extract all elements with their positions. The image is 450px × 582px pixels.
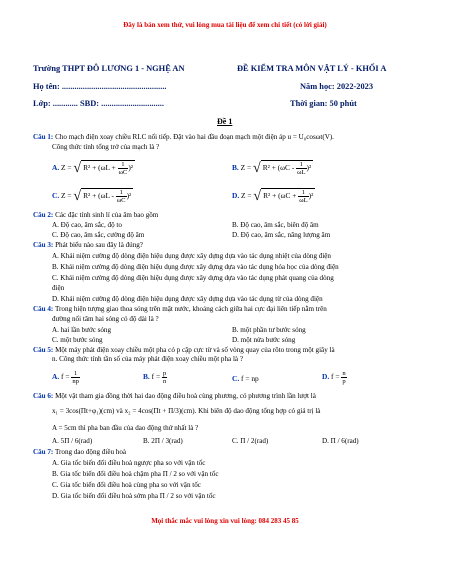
q7-option-d: D. Gia tốc biến đổi điều hoà sớm pha Π / 2 so với vận tốc — [52, 492, 216, 500]
q2-option-c: C. Độ cao, âm sắc, cường độ âm — [52, 231, 145, 239]
q1-option-a: A. Z = √ R² + (ωL + $\frac{1}{\omega C}$ )² — [52, 161, 133, 177]
exam-duration: Thời gian: 50 phút — [290, 99, 357, 108]
question-6-text-3: A = 5cm thì pha ban đầu của dao động thứ nhất là ? — [52, 424, 199, 432]
question-number: Câu 1: — [33, 133, 54, 141]
question-1 — [33, 133, 334, 142]
q4-option-d: D. một nửa bước sóng — [232, 336, 296, 344]
q1-option-c: C. Z = √ R² + (ωL - $\frac{1}{\omega C}$ )² — [52, 189, 132, 205]
question-5-text-2: n. Công thức tính tần số của máy phát điện xoay chiều một pha là ? — [52, 355, 243, 363]
question-4: Câu 4: Trong hiện tượng giao thoa sóng trên mặt nước, khoảng cách giữa hai cực đại liên tiếp nằm trên — [33, 305, 327, 313]
q1-option-d: D. Z = √ R² + (ωC + $\frac{1}{\omega L}$ )² — [232, 189, 314, 205]
class-field-label: Lớp: ............ SBD: .............................. — [33, 99, 164, 108]
question-6-text-2: x₁ = 3cos(Πt+φ₁)(cm) và x₂ = 4cos(Πt + Π/3)(cm). Khi biên độ dao động tổng hợp có giá trị là — [52, 407, 321, 415]
q3-option-c: C. Khái niệm cường độ dòng điện hiệu dụng được xây dựng dựa vào tác dụng phát quang của dòng — [52, 274, 334, 282]
q5-option-d: D. f = $\frac{n}{p}$ — [322, 370, 346, 385]
q2-option-d: D. Độ cao, âm sắc, năng lượng âm — [232, 231, 331, 239]
q6-option-b: B. 2Π / 3(rad) — [143, 437, 183, 445]
q2-option-a: A. Độ cao, âm sắc, độ to — [52, 221, 122, 229]
question-2: Câu 2: Các đặc tính sinh lí của âm bao gồm — [33, 211, 159, 219]
q5-option-b: B. f = $\frac{p}{n}$ — [143, 370, 167, 385]
school-name: Trường THPT ĐÔ LƯƠNG 1 - NGHỆ AN — [33, 64, 185, 73]
name-field-label: Họ tên: .................................................. — [33, 82, 167, 91]
q7-option-b: B. Gia tốc biến đổi điều hoà chậm pha Π / 2 so với vận tốc — [52, 470, 219, 478]
school-year: Năm học: 2022-2023 — [300, 82, 374, 91]
q6-option-a: A. 5Π / 6(rad) — [52, 437, 93, 445]
q6-option-d: D. Π / 6(rad) — [322, 437, 359, 445]
question-1-text-2: Công thức tính tổng trở của mạch là ? — [52, 143, 160, 151]
q4-option-b: B. một phần tư bước sóng — [232, 326, 306, 334]
top-notice: Đây là bản xem thử, vui lòng mua tài liệu để xem chi tiết (có lời giải) — [123, 21, 327, 29]
question-5: Câu 5: Một máy phát điện xoay chiều một pha có p cặp cực từ và số vòng quay của rôto trong một giây là — [33, 346, 335, 354]
question-4-text-2: đường nối tâm hai sóng có độ dài là ? — [52, 315, 159, 323]
q4-option-c: C. một bước sóng — [52, 336, 103, 344]
q5-option-a: A. f = $\frac{1}{np}$ — [52, 370, 79, 385]
q3-option-c-cont: điện — [52, 284, 65, 292]
q7-option-c: C. Gia tốc biến đổi điều hoà cùng pha so với vận tốc — [52, 481, 201, 489]
exam-title: ĐỀ KIỂM TRA MÔN VẬT LÝ - KHỐI A — [237, 64, 387, 73]
question-6: Câu 6: Một vật tham gia đồng thời hai dao động điều hoà cùng phương, có phương trình lần lượt là — [33, 392, 316, 400]
bottom-notice: Mọi thắc mắc vui lòng xin vui lòng: 084 283 45 85 — [151, 517, 299, 525]
q6-option-c: C. Π / 2(rad) — [232, 437, 269, 445]
q1-option-b: B. Z = √ R² + (ωC - $\frac{1}{\omega L}$ )² — [232, 161, 312, 177]
exam-code: Đề 1 — [217, 117, 233, 126]
question-text: Cho mạch điện xoay chiều RLC nối tiếp. Đặt vào hai đầu đoạn mạch một điện áp u = U₀cosωt(V). — [55, 133, 334, 141]
q3-option-b: B. Khái niệm cường độ dòng điện hiệu dụng được xây dựng dựa vào tác dụng hóa học của dòng điện — [52, 263, 339, 271]
q3-option-a: A. Khái niệm cường độ dòng điện hiệu dụng được xây dựng dựa vào tác dụng nhiệt của dòng điện — [52, 252, 331, 260]
q7-option-a: A. Gia tốc biến đổi điều hoà ngược pha so với vận tốc — [52, 459, 206, 467]
q2-option-b: B. Độ cao, âm sắc, biên độ âm — [232, 221, 319, 229]
question-3: Câu 3: Phát biểu nào sau đây là đúng? — [33, 241, 143, 249]
question-7: Câu 7: Trong dao động điều hoà — [33, 448, 127, 456]
q5-option-c: C. f = np — [232, 374, 259, 383]
q3-option-d: D. Khái niệm cường độ dòng điện hiệu dụng được xây dựng dựa vào tác dụng từ của dòng điện — [52, 295, 323, 303]
q4-option-a: A. hai lần bước sóng — [52, 326, 112, 334]
